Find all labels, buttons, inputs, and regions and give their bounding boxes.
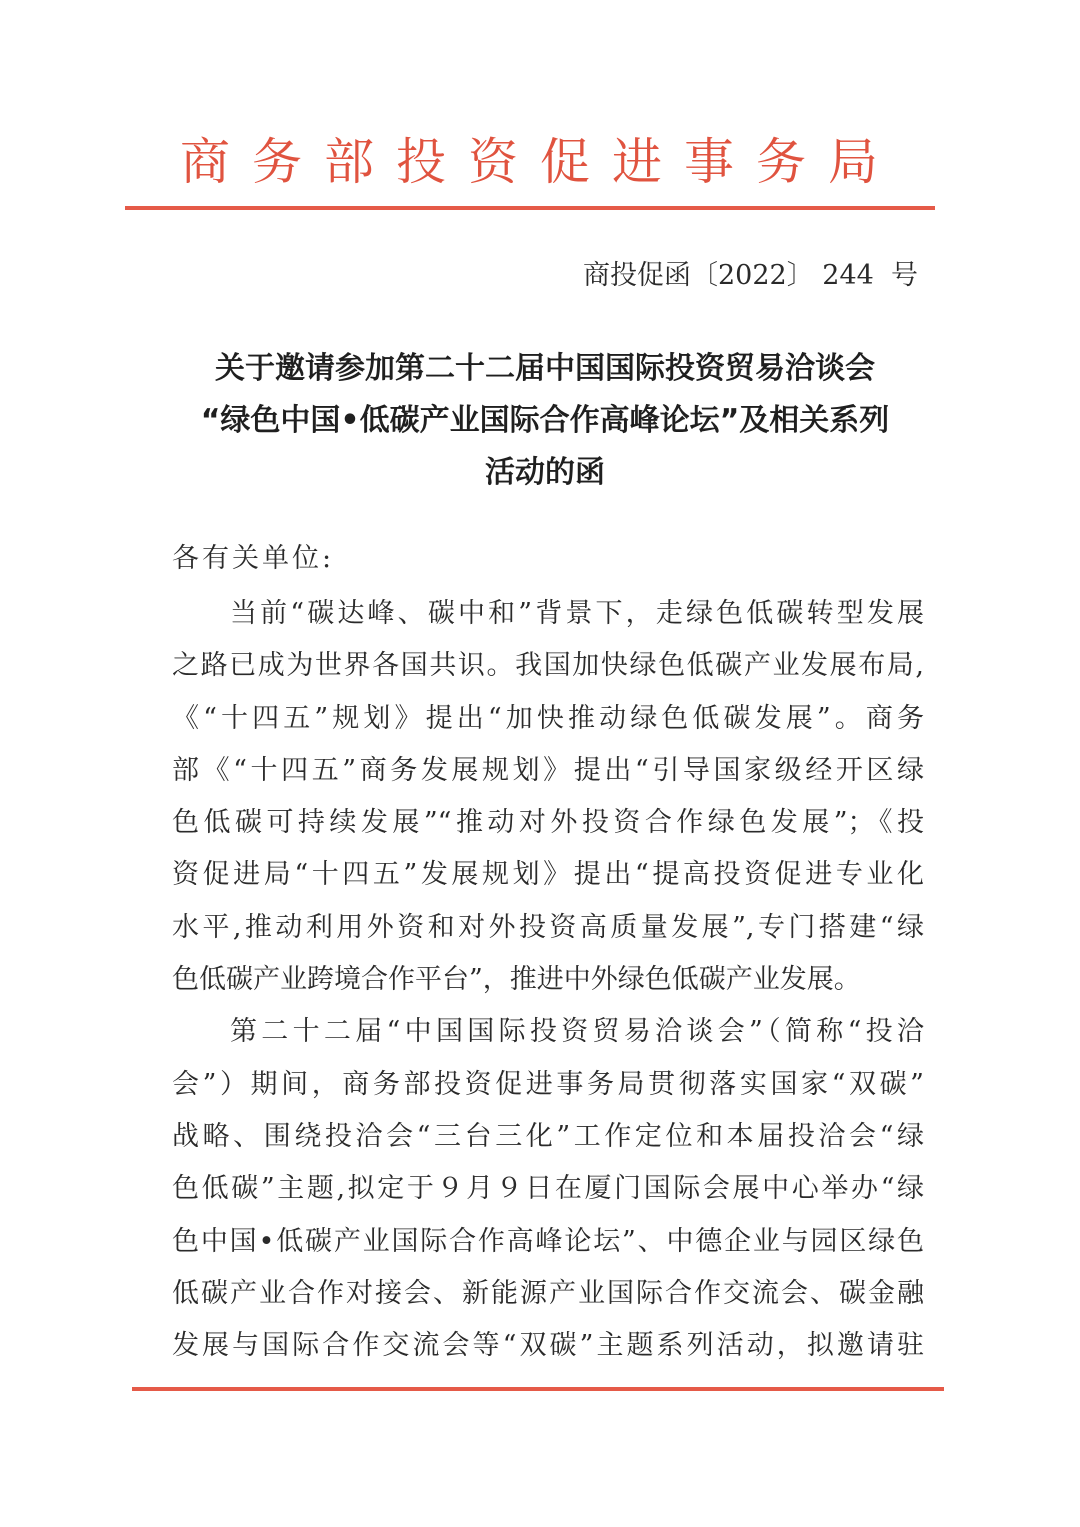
letterhead-org-name: 商务部投资促进事务局 [180,133,900,191]
document-number: 商投促函〔2022〕 244 号 [583,260,918,291]
body-line: 《“十四五”规划》提出“加快推动绿色低碳发展”。商务 [172,702,924,734]
body-line: 部《“十四五”商务发展规划》提出“引导国家级经开区绿 [172,754,924,786]
title-line: 活动的函 [485,455,605,490]
title-line: “绿色中国•低碳产业国际合作高峰论坛”及相关系列 [200,403,890,438]
body-line: 色低碳可持续发展”“推动对外投资合作绿色发展”；《投 [172,807,924,839]
body-line: 色中国•低碳产业国际合作高峰论坛”、中德企业与园区绿色 [172,1225,924,1257]
body-line: 资促进局“十四五”发展规划》提出“提高投资促进专业化 [172,859,924,891]
document-title [150,343,940,499]
body-line: 色低碳”主题,拟定于９月９日在厦门国际会展中心举办“绿 [172,1173,924,1205]
body-line: 会”）期间，商务部投资促进事务局贯彻落实国家“双碳” [172,1068,924,1100]
body-line: 发展与国际合作交流会等“双碳”主题系列活动，拟邀请驻 [172,1330,924,1362]
title-line: 关于邀请参加第二十二届中国国际投资贸易洽谈会 [215,351,875,386]
body-line: 当前“碳达峰、碳中和”背景下，走绿色低碳转型发展 [230,598,924,629]
salutation: 各有关单位: [172,543,335,574]
body-line: 色低碳产业跨境合作平台”，推进中外绿色低碳产业发展。 [172,964,861,996]
body-text [172,588,924,1372]
body-line: 低碳产业合作对接会、新能源产业国际合作交流会、碳金融 [172,1277,924,1309]
body-line: 第二十二届“中国国际投资贸易洽谈会”（简称“投洽 [230,1016,924,1048]
body-line: 水平,推动利用外资和对外投资高质量发展”,专门搭建“绿 [172,911,924,943]
letterhead-red-rule [125,206,935,210]
body-line: 之路已成为世界各国共识。我国加快绿色低碳产业发展布局, [172,650,924,682]
body-line: 战略、围绕投洽会“三台三化”工作定位和本届投洽会“绿 [172,1120,924,1152]
footer-red-rule [132,1387,944,1391]
